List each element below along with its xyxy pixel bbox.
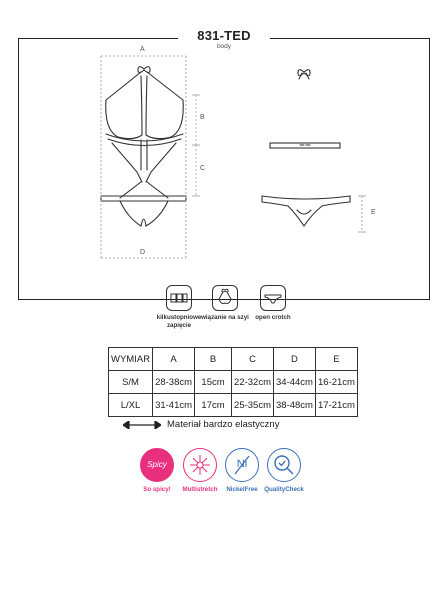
table-cell: 31-41cm bbox=[153, 394, 195, 417]
feature-open-crotch: open crotch bbox=[238, 285, 308, 322]
table-cell: 15cm bbox=[195, 371, 232, 394]
spicy-icon: Spicy bbox=[140, 448, 174, 482]
header-cell: C bbox=[232, 348, 274, 371]
table-cell: 16-21cm bbox=[315, 371, 357, 394]
back-brief bbox=[262, 196, 350, 226]
multistretch-icon bbox=[183, 448, 217, 482]
table-row bbox=[109, 394, 358, 417]
header-cell: WYMIAR bbox=[109, 348, 153, 371]
open-crotch-icon bbox=[260, 285, 286, 311]
badge-nickelfree: Ni NickelFree bbox=[214, 448, 270, 493]
dimension-label-e: E bbox=[371, 209, 376, 216]
stretch-arrows-icon bbox=[123, 421, 161, 429]
product-type: body bbox=[216, 43, 232, 50]
table-cell: 34-44cm bbox=[274, 371, 316, 394]
hook-closure-icon bbox=[166, 285, 192, 311]
feature-neck-tie: wiązanie na szyi bbox=[190, 285, 260, 322]
dimension-label-a: A bbox=[140, 46, 145, 53]
badge-multistretch: Multistretch bbox=[172, 448, 228, 493]
table-cell: 25-35cm bbox=[232, 394, 274, 417]
table-cell: 17-21cm bbox=[315, 394, 357, 417]
table-cell: 17cm bbox=[195, 394, 232, 417]
table-cell: 38-48cm bbox=[274, 394, 316, 417]
nickel-free-icon: Ni bbox=[225, 448, 259, 482]
dimension-label-d: D bbox=[140, 249, 146, 256]
table-cell: S/M bbox=[109, 371, 153, 394]
header-cell: E bbox=[315, 348, 357, 371]
dimension-label-c: C bbox=[200, 165, 206, 172]
front-strap-left bbox=[106, 72, 141, 100]
front-bow-icon bbox=[138, 67, 150, 73]
back-band bbox=[270, 143, 340, 148]
header-cell: B bbox=[195, 348, 232, 371]
product-code: 831-TED bbox=[197, 28, 251, 43]
table-cell: 28-38cm bbox=[153, 371, 195, 394]
badge-so-spicy: Spicy So spicy! bbox=[129, 448, 185, 493]
front-brief bbox=[120, 201, 168, 226]
table-row bbox=[109, 371, 358, 394]
header-cell: A bbox=[153, 348, 195, 371]
material-note-text: Materiał bardzo elastyczny bbox=[167, 419, 280, 430]
size-table bbox=[108, 347, 358, 417]
quality-check-icon bbox=[267, 448, 301, 482]
header-cell: D bbox=[274, 348, 316, 371]
material-note bbox=[123, 419, 279, 430]
back-bow-icon bbox=[298, 70, 310, 79]
dimension-label-b: B bbox=[200, 114, 205, 121]
badge-qualitycheck: QualityCheck bbox=[256, 448, 312, 493]
front-strap-right bbox=[147, 72, 183, 100]
table-cell: 22-32cm bbox=[232, 371, 274, 394]
feature-hook-closure: kilkustopniowe zapięcie bbox=[144, 285, 214, 329]
front-torso-left bbox=[112, 143, 142, 182]
front-underband bbox=[106, 134, 183, 141]
front-waistband bbox=[101, 196, 186, 201]
table-cell: L/XL bbox=[109, 394, 153, 417]
neck-tie-icon bbox=[212, 285, 238, 311]
size-table-header bbox=[109, 348, 358, 371]
